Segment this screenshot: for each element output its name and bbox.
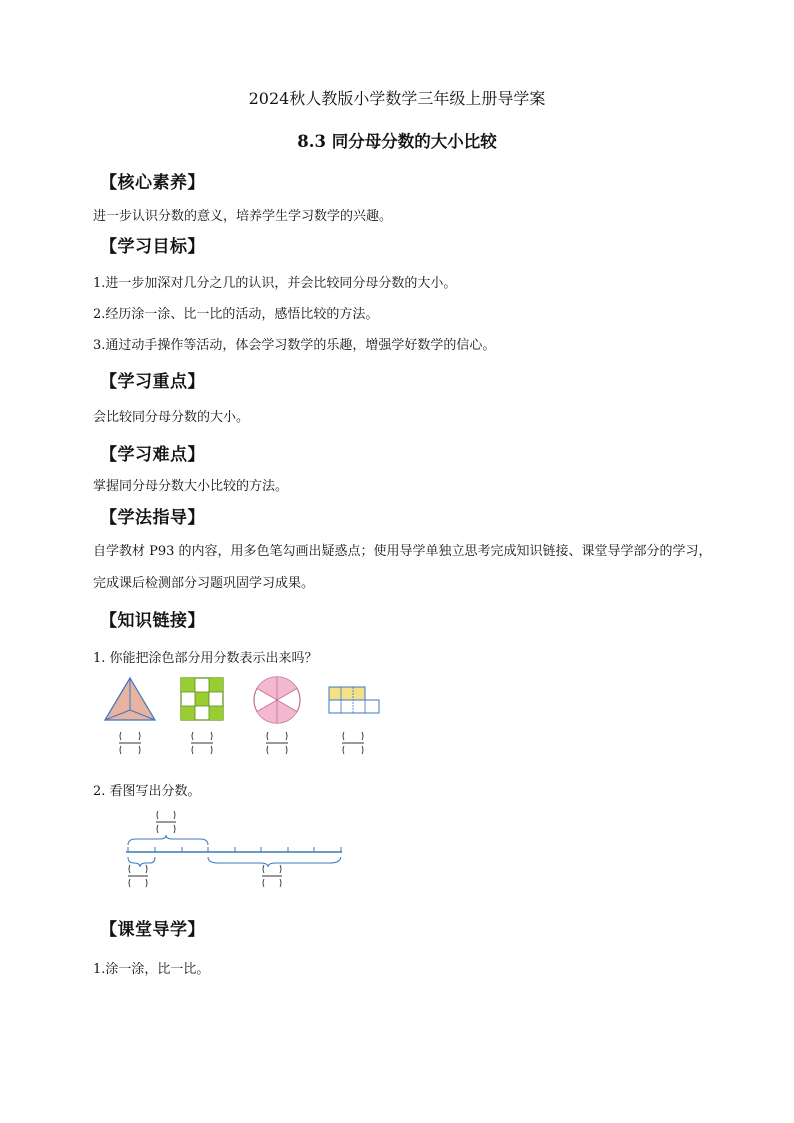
heading-difficulty: 【学习难点】 <box>100 445 205 465</box>
difficulty-text: 掌握同分母分数大小比较的方法。 <box>93 479 289 494</box>
heading-classroom: 【课堂导学】 <box>100 920 205 940</box>
goal-item: 3.通过动手操作等活动，体会学习数学的乐趣，增强学好数学的信心。 <box>93 338 496 353</box>
checker-square-icon <box>181 678 223 720</box>
lesson-title: 8.3 同分母分数的大小比较 <box>297 132 497 151</box>
pie-circle-icon <box>254 677 300 723</box>
shaded-bar-icon <box>329 687 379 713</box>
link-question-2: 2. 看图写出分数。 <box>93 784 201 799</box>
heading-goals: 【学习目标】 <box>100 237 205 257</box>
heading-core: 【核心素养】 <box>100 173 205 193</box>
number-line-figure <box>120 805 350 900</box>
triangle-shape-icon <box>105 678 155 720</box>
goal-item: 1.进一步加深对几分之几的认识，并会比较同分母分数的大小。 <box>93 276 457 291</box>
link-question-1: 1. 你能把涂色部分用分数表示出来吗？ <box>93 651 318 666</box>
bottom-fraction-blanks <box>128 865 282 887</box>
fraction-figures <box>95 670 395 765</box>
method-text: 自学教材 P93 的内容，用多色笔勾画出疑惑点；使用导学单独立思考完成知识链接、课堂导学部分的学习，完成课后检测部分习题巩固学习成果。 <box>93 544 712 591</box>
goal-item: 2.经历涂一涂、比一比的活动，感悟比较的方法。 <box>93 307 379 322</box>
classroom-question-1: 1.涂一涂，比一比。 <box>93 962 210 977</box>
top-fraction-blank <box>156 811 176 833</box>
heading-key: 【学习重点】 <box>100 372 205 392</box>
fraction-blanks <box>119 732 364 754</box>
heading-method: 【学法指导】 <box>100 508 205 528</box>
key-text: 会比较同分母分数的大小。 <box>93 410 250 425</box>
heading-link: 【知识链接】 <box>100 611 205 631</box>
document-title: 2024秋人教版小学数学三年级上册导学案 <box>248 89 546 108</box>
core-text: 进一步认识分数的意义，培养学生学习数学的兴趣。 <box>93 209 393 224</box>
